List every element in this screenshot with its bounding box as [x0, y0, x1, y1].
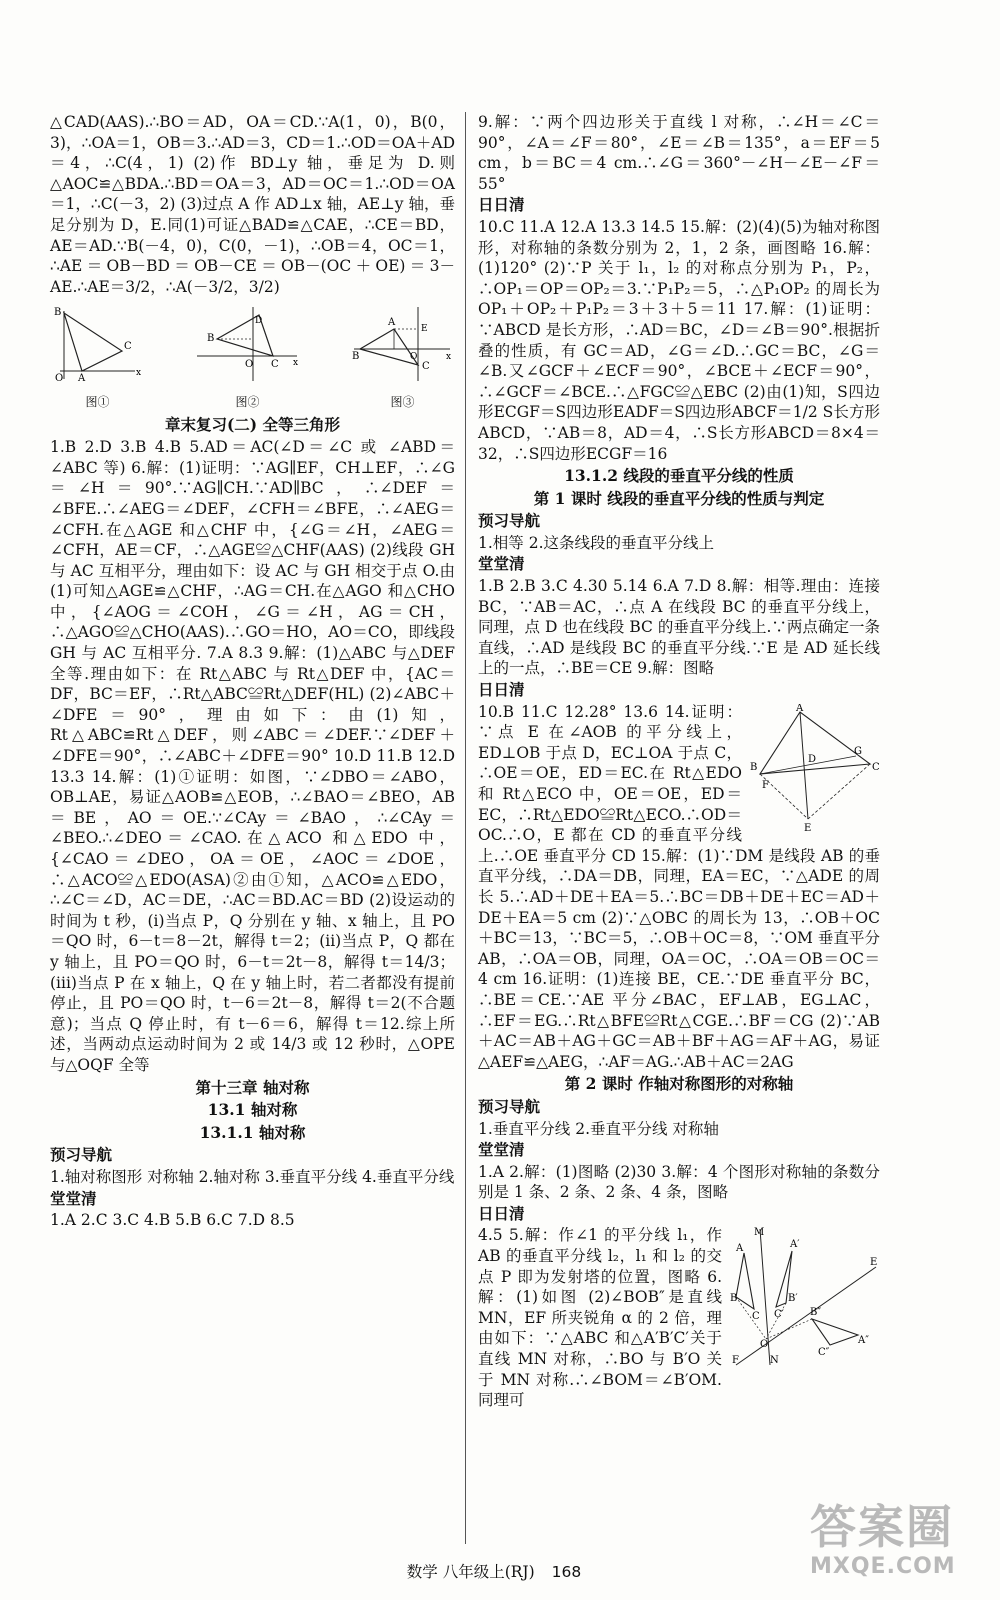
section-13-1-title: 13.1 轴对称: [207, 1100, 298, 1120]
answer-paragraph: 1.A 2.C 3.C 4.B 5.B 6.C 7.D 8.5: [50, 1211, 295, 1230]
svg-text:B: B: [352, 351, 360, 363]
svg-text:B: B: [206, 333, 214, 345]
svg-text:C′: C′: [774, 1309, 784, 1321]
svg-text:C: C: [124, 341, 132, 353]
svg-text:B: B: [730, 1293, 738, 1305]
svg-text:C: C: [752, 1311, 760, 1323]
figure-1-caption: 图①: [85, 394, 110, 409]
answer-paragraph: 10.B 11.C 12.28° 13.6 14.证明：∵点 E 在∠AOB 的平分线上，ED⊥OB 于点 D，EC⊥OA 于点 C，∴OE＝OE，ED＝EC.在 Rt△EDO 和 Rt△ECO 中，OE＝OE，ED＝EC，∴Rt△EDO≌Rt△ECO.∴OD＝OC.∴O，E 都在 CD 的垂直平分线上.∴OE 垂直平分 CD 15.解：(1)∵DM 是线段 AB 的垂直平分线，∴DA＝DB，同理，EA＝EC，∵△ADE 的周长 5.∴AD＋DE＋EA＝5.∴BC＝DB＋DE＋EC＝AD＋DE＋EA＝5 cm (2)∵△OBC 的周长为 13，∴OB＋OC＋BC＝13，∵BC＝5，∴OB＋OC＝8，∵OM 垂直平分 AB，∴OA＝OB，同理，OA＝OC，∴OA＝OB＝OC＝4 cm 16.证明：(1)连接 BE，CE.∵DE 垂直平分 BC，∴BE＝CE.∵AE 平分∠BAC，EF⊥AB，EG⊥AC，∴EF＝EG.∴Rt△BFE≌Rt△CGE.∴BF＝CG (2)∵AB＋AC＝AB＋AG＋GC＝AB＋BF＋AG＝AF＋AG，易证△AEF≌△AEG，∴AF＝AG.∴AB＋AC＝2AG: [478, 702, 880, 1071]
svg-text:C: C: [270, 359, 279, 371]
answer-paragraph: 1.A 2.解：(1)图略 (2)30 3.解：4 个图形对称轴的条数分别是 1 条、2 条、2 条、4 条，图略: [478, 1162, 880, 1202]
svg-text:B′: B′: [788, 1293, 798, 1305]
section-13-1-2-title: 13.1.2 线段的垂直平分线的性质: [564, 466, 794, 486]
left-column: [50, 112, 455, 1231]
svg-text:D: D: [808, 753, 817, 765]
svg-text:B: B: [750, 761, 758, 773]
section-13-1-1-title: 13.1.1 轴对称: [199, 1122, 306, 1142]
daily-heading: 日日清: [478, 195, 525, 215]
svg-text:C: C: [422, 361, 430, 373]
lesson-1-title: 第 1 课时 线段的垂直平分线的性质与判定: [533, 488, 825, 508]
figures-row: [50, 301, 455, 412]
lesson-2-title: 第 2 课时 作轴对称图形的对称轴: [564, 1074, 794, 1094]
preview-heading: 预习导航: [478, 1096, 541, 1116]
figure-3: [350, 301, 455, 412]
svg-text:M: M: [754, 1227, 765, 1239]
figure-3-caption: 图③: [390, 394, 415, 409]
answer-paragraph: 1.B 2.D 3.B 4.B 5.AD＝AC(∠D＝∠C 或 ∠ABD＝∠ABC 等) 6.解：(1)证明：∵AG∥EF，CH⊥EF，∴∠G＝∠H＝90°.∵AG∥CH.∵AD∥BC，∴∠DEF＝∠BFE.∴∠AEG＝∠DEF，∠CFH＝∠BFE，∴∠AEG＝∠CFH.在△AGE 和△CHF 中，{∠G＝∠H，∠AEG＝∠CFH，AE＝CF，∴△AGE≌△CHF(AAS) (2)线段 GH 与 AC 互相平分，理由如下：设 AC 与 GH 相交于点 O.由(1)可知△AGE≌△CHF，∴AG＝CH.在△AGO 和△CHO 中，{∠AOG＝∠COH，∠G＝∠H，AG＝CH，∴△AGO≌△CHO(AAS).∴GO＝HO，AO＝CO，即线段 GH 与 AC 互相平分. 7.A 8.3 9.解：(1)△ABC 与△DEF 全等.理由如下：在 Rt△ABC 与 Rt△DEF 中，{AC＝DF，BC＝EF，∴Rt△ABC≌Rt△DEF(HL) (2)∠ABC＋∠DFE＝90°，理由如下：由(1)知，Rt△ABC≌Rt△DEF，则∠ABC＝∠DEF.∵∠DEF＋∠DFE＝90°，∴∠ABC＋∠DFE＝90° 10.D 11.B 12.D 13.3 14.解：(1)①证明：如图，∵∠DBO＝∠ABO，OB⊥AE，易证△AOB≌△EOB，∴∠BAO＝∠BEO，AB＝BE，AO＝OE.∵∠CAy＝∠BAO，∴∠CAy＝∠BEO.∴∠DEO＝∠CAO.在△ACO 和△EDO 中，{∠CAO＝∠DEO，OA＝OE，∠AOC＝∠DOE，∴△ACO≌△EDO(ASA)②由①知，△ACO≌△EDO，∴∠C＝∠D，AC＝DE，∴AC＝BD.AC＝BD (2)设运动的时间为 t 秒，(i)当点 P，Q 分别在 y 轴、x 轴上，且 PO＝QO 时，6－t＝8－2t，解得 t＝2；(ii)当点 P，Q 都在 y 轴上，且 PO＝QO 时，6－t＝2t－8，解得 t＝14/3；(iii)当点 P 在 x 轴上，Q 在 y 轴上时，若二者都没有提前停止，且 PO＝QO 时，t－6＝2t－8，解得 t＝2(不合题意)；当点 Q 停止时，有 t－6＝6，解得 t＝12.综上所述，当两动点运动时间为 2 或 14/3 或 12 秒时，△OPE 与△OQF 全等: [50, 438, 455, 1074]
figure-3-diagram: [350, 301, 455, 386]
preview-heading: 预习导航: [50, 1145, 113, 1165]
answer-paragraph: 4.5 5.解：作∠1 的平分线 l₁，作 AB 的垂直平分线 l₂，l₁ 和 l₂ 的交点 P 即为发射塔的位置，图略 6.解：(1)如图 (2)∠BOB″是直线 MN，EF 所夹锐角 α 的 2 倍，理由如下：∵△ABC 和△A′B′C′关于直线 MN 对称，∴BO 与 B′O 关于 MN 对称.∴∠BOM＝∠B′OM.同理可: [478, 1226, 722, 1410]
page-number: 168: [551, 1563, 582, 1581]
svg-text:A: A: [736, 1243, 744, 1255]
svg-text:x: x: [292, 358, 298, 369]
class-heading: 堂堂清: [50, 1188, 97, 1208]
right-column: [478, 112, 880, 1411]
svg-text:A: A: [388, 317, 396, 329]
daily-heading: 日日清: [478, 1203, 525, 1223]
svg-text:O: O: [55, 373, 64, 385]
svg-text:A″: A″: [858, 1335, 869, 1347]
svg-text:D: D: [254, 316, 262, 327]
svg-text:O: O: [410, 352, 418, 363]
svg-text:A: A: [78, 373, 86, 385]
preview-heading: 预习导航: [478, 511, 541, 531]
chapter-review-title: 章末复习(二) 全等三角形: [164, 414, 341, 434]
svg-text:G: G: [854, 745, 862, 757]
svg-text:x: x: [136, 368, 142, 379]
column-divider: [465, 112, 466, 1544]
svg-text:C″: C″: [818, 1347, 830, 1359]
svg-text:N: N: [770, 1355, 779, 1367]
figure-2-caption: 图②: [235, 394, 260, 409]
watermark-logo: 答案圈: [810, 1500, 954, 1554]
figure-perpendicular-bisector: [750, 704, 880, 840]
answer-paragraph: △CAD(AAS).∴BO＝AD，OA＝CD.∵A(1，0)，B(0，3)，∴OA＝1，OB＝3.∴AD＝3，CD＝1.∴OD＝OA＋AD＝4，∴C(4，1) (2)作 BD⊥y 轴，垂足为 D.则△AOC≌△BDA.∴BD＝OA＝3，AD＝OC＝1.∴OD＝OA＝1，∴C(－3，2) (3)过点 A 作 AD⊥x 轴，AE⊥y 轴，垂足分别为 D，E.同(1)可证△BAD≌△CAE，∴CE＝BD，AE＝AD.∵B(－4，0)，C(0，－1)，∴OB＝4，OC＝1，∴AE＝OB－BD＝OB－CE＝OB－(OC＋OE)＝3－AE.∴AE＝3/2，∴A(－3/2，3/2): [50, 113, 455, 296]
figure-2: [193, 301, 303, 412]
svg-text:B: B: [54, 307, 62, 319]
svg-text:O: O: [244, 359, 253, 371]
svg-text:A: A: [796, 703, 804, 714]
svg-text:O: O: [760, 1339, 769, 1351]
figure-2-diagram: [193, 301, 303, 386]
answer-paragraph: 9.解：∵两个四边形关于直线 l 对称，∴∠H＝∠C＝90°，∠A＝∠F＝80°，∠E＝∠B＝135°，a＝EF＝5 cm，b＝BC＝4 cm.∴∠G＝360°－∠H－∠E－∠F＝55°: [478, 113, 880, 193]
answer-paragraph: 1.轴对称图形 对称轴 2.轴对称 3.垂直平分线 4.垂直平分线: [50, 1167, 455, 1186]
svg-text:E: E: [421, 324, 428, 335]
svg-text:F: F: [732, 1355, 739, 1367]
class-heading: 堂堂清: [478, 554, 525, 574]
svg-text:E: E: [804, 822, 812, 834]
answer-paragraph: 10.C 11.A 12.A 13.3 14.5 15.解：(2)(4)(5)为轴对称图形，对称轴的条数分别为 2，1，2 条，画图略 16.解：(1)120° (2)∵P 关于 l₁，l₂ 的对称点分别为 P₁，P₂，∴OP₁＝OP＝OP₂＝3.∵P₁P₂＝5，∴△P₁OP₂ 的周长为 OP₁＋OP₂＋P₁P₂＝3＋3＋5＝11 17.解：(1)证明：∵ABCD 是长方形，∴AD＝BC，∠D＝∠B＝90°.根据折叠的性质，有 GC＝AD，∠G＝∠D.∴GC＝BC，∠G＝∠B.又∠GCF＋∠ECF＝90°，∠BCE＋∠ECF＝90°，∴∠GCF＝∠BCE.∴△FGC≌△EBC (2)由(1)知，S四边形ECGF＝S四边形EADF＝S四边形ABCF＝1/2 S长方形ABCD，∵AB＝8，AD＝4，∴S长方形ABCD＝8×4＝32，∴S四边形ECGF＝16: [478, 217, 880, 463]
perpendicular-bisector-diagram: [750, 704, 880, 834]
answer-paragraph: 1.相等 2.这条线段的垂直平分线上: [478, 533, 715, 552]
watermark-url: MXQE.COM: [810, 1554, 956, 1579]
site-watermark: [810, 1500, 990, 1595]
svg-text:F: F: [762, 779, 769, 791]
svg-text:C: C: [872, 761, 880, 773]
class-heading: 堂堂清: [478, 1140, 525, 1160]
daily-heading: 日日清: [478, 680, 525, 700]
svg-text:x: x: [446, 352, 452, 363]
answer-paragraph: 1.B 2.B 3.C 4.30 5.14 6.A 7.D 8.解：相等.理由：连接 BC，∵AB＝AC，∴点 A 在线段 BC 的垂直平分线上，同理，点 D 也在线段 BC 的垂直平分线上.∵两点确定一条直线，∴AD 是线段 BC 的垂直平分线.∵E 是 AD 延长线上的一点，∴BE＝CE 9.解：图略: [478, 577, 880, 678]
figure-reflection: [730, 1227, 880, 1373]
reflection-diagram: [730, 1227, 880, 1367]
figure-1: [50, 301, 145, 412]
svg-text:A′: A′: [790, 1239, 800, 1251]
svg-text:B″: B″: [810, 1307, 822, 1319]
svg-text:E: E: [870, 1257, 878, 1269]
answer-paragraph: 1.垂直平分线 2.垂直平分线 对称轴: [478, 1119, 719, 1138]
chapter-13-title: 第十三章 轴对称: [195, 1077, 310, 1097]
figure-1-diagram: [50, 301, 145, 386]
footer-subject: 数学 八年级上(RJ): [406, 1563, 535, 1581]
